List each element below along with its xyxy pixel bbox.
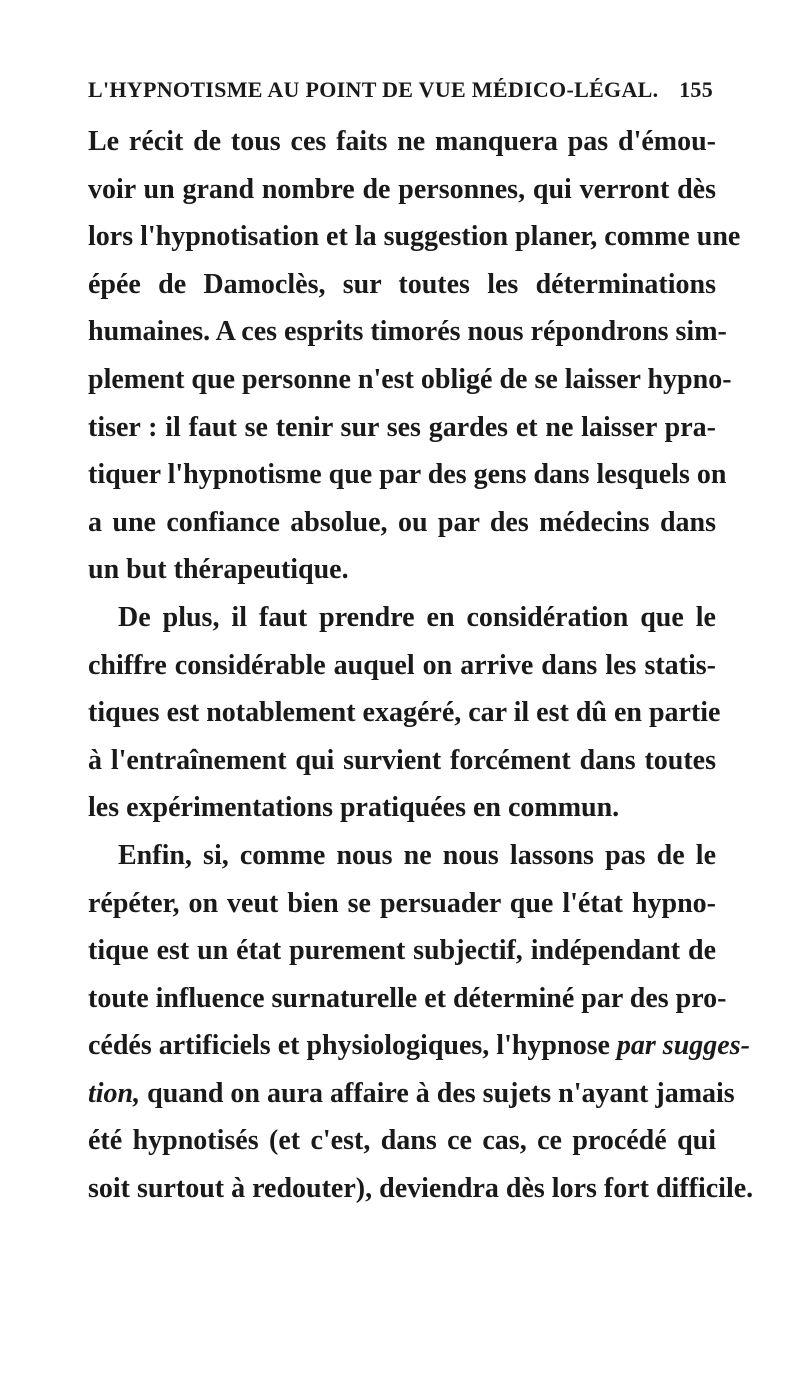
text-line: un but thérapeutique.	[88, 554, 349, 586]
text-line: chiffre considérable auquel on arrive dans les statis-	[88, 649, 716, 681]
text-line: humaines. A ces esprits timorés nous répondrons sim-	[88, 316, 727, 348]
body-text	[88, 118, 754, 1213]
text-line: lors l'hypnotisation et la suggestion planer, comme une	[88, 221, 741, 253]
text-line: les expérimentations pratiquées en commun.	[88, 792, 620, 824]
text-line: a une confiance absolue, ou par des médecins dans	[88, 506, 716, 538]
italic-segment: tion,	[88, 1077, 141, 1109]
text-line: tiser : il faut se tenir sur ses gardes et ne laisser pra-	[88, 411, 716, 443]
text-line: à l'entraînement qui survient forcément dans toutes	[88, 744, 716, 776]
text-line-with-italic	[88, 1070, 735, 1118]
text-line: été hypnotisés (et c'est, dans ce cas, ce procédé qui	[88, 1125, 716, 1157]
text-line: répéter, on veut bien se persuader que l'état hypno-	[88, 887, 716, 919]
paragraph-start-line: De plus, il faut prendre en considération que le	[118, 601, 716, 633]
text-line: Le récit de tous ces faits ne manquera pas d'émou-	[88, 126, 716, 157]
text-line: tique est un état purement subjectif, indépendant de	[88, 935, 716, 967]
running-head	[88, 77, 713, 111]
text-segment: quand on aura affaire à des sujets n'ayant jamais	[140, 1077, 735, 1109]
text-line: tiques est notablement exagéré, car il est dû en partie	[88, 697, 721, 729]
running-head-title: L'HYPNOTISME AU POINT DE VUE MÉDICO-LÉGAL.	[88, 77, 659, 102]
text-segment: cédés artificiels et physiologiques, l'hypnose	[88, 1030, 617, 1062]
text-line-with-italic	[88, 1022, 750, 1070]
italic-segment: par sugges-	[616, 1030, 750, 1062]
text-line: toute influence surnaturelle et déterminé par des pro-	[88, 982, 727, 1014]
text-line: voir un grand nombre de personnes, qui verront dès	[88, 173, 716, 205]
text-line: tiquer l'hypnotisme que par des gens dans lesquels on	[88, 459, 727, 491]
page-number: 155	[679, 77, 713, 102]
paragraph-start-line: Enfin, si, comme nous ne nous lassons pas de le	[118, 839, 716, 871]
text-line: plement que personne n'est obligé de se laisser hypno-	[88, 363, 732, 395]
text-line: soit surtout à redouter), deviendra dès lors fort difficile.	[88, 1173, 754, 1205]
text-line: épée de Damoclès, sur toutes les déterminations	[88, 268, 716, 300]
